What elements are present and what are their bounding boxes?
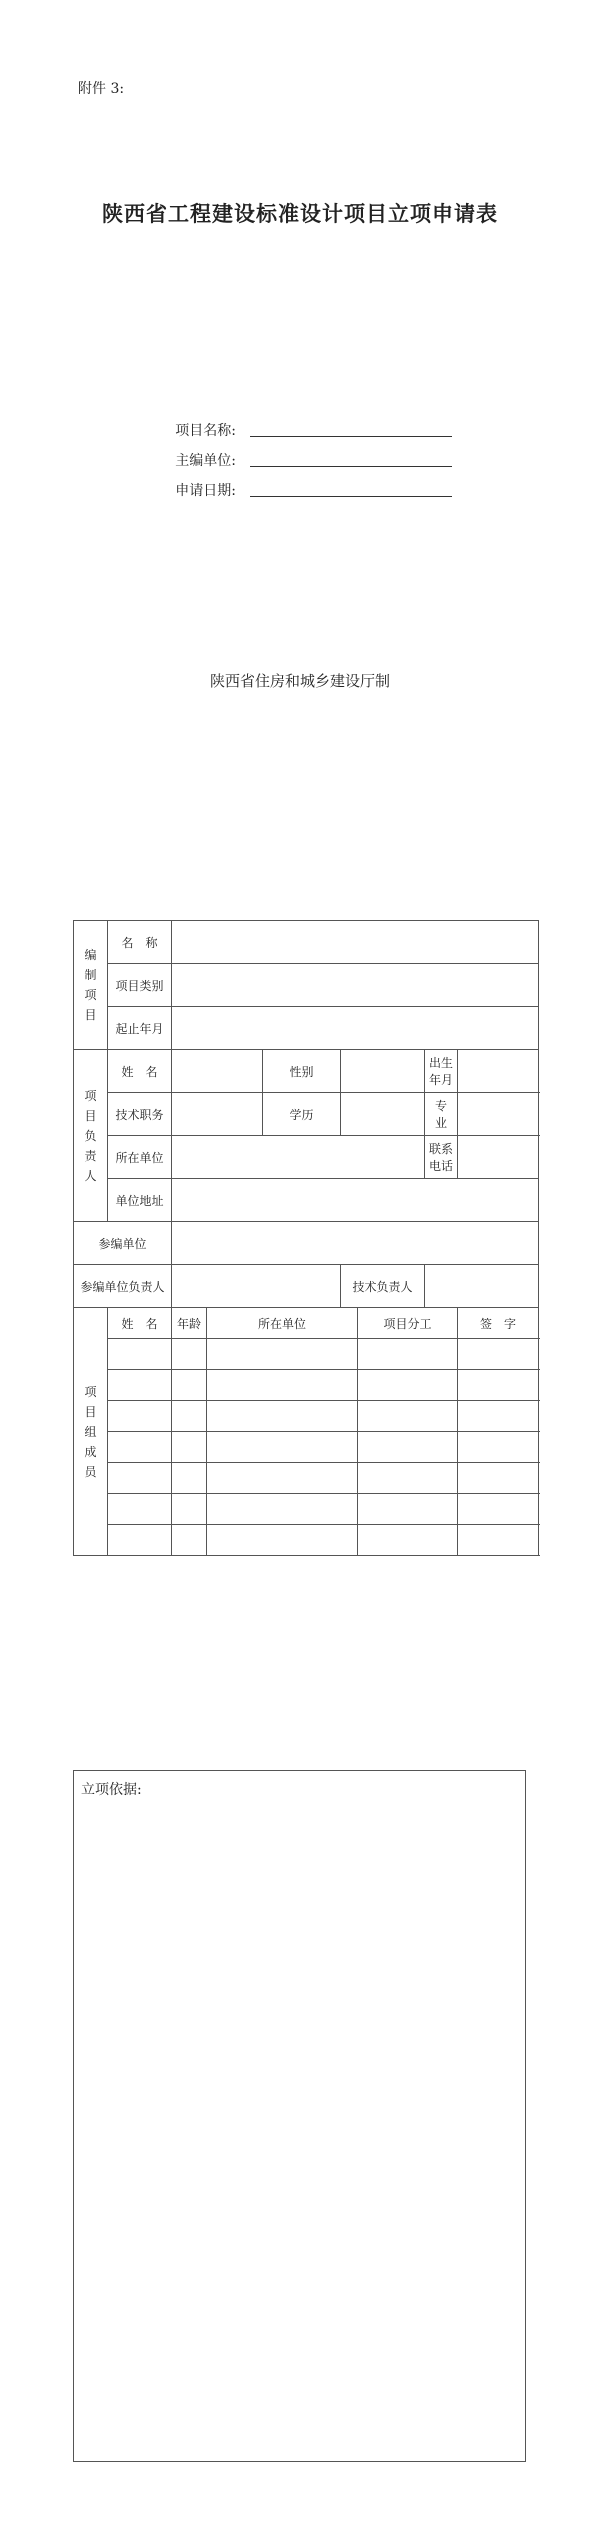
page-title: 陕西省工程建设标准设计项目立项申请表 [102, 201, 498, 226]
member-row [74, 1401, 539, 1432]
apply-date-field [160, 480, 460, 502]
group-fuzeren-label: 项 目 负 责 人 [74, 1050, 108, 1222]
group-members-label: 项 目 组 成 员 [74, 1308, 108, 1556]
basis-label: 立项依据: [81, 1782, 142, 1798]
participating-head-label: 参编单位负责人 [74, 1265, 172, 1308]
application-form-table [73, 920, 539, 1556]
apply-date-line [250, 496, 452, 497]
name-cell[interactable] [172, 921, 539, 964]
attachment-label: 附件 3: [78, 81, 125, 97]
col-role-header: 项目分工 [358, 1308, 458, 1339]
education-label: 学历 [263, 1093, 341, 1136]
leader-name-label: 姓 名 [108, 1050, 172, 1093]
editor-unit-label: 主编单位: [175, 453, 236, 469]
tech-title-cell[interactable] [172, 1093, 263, 1136]
editor-unit-line [250, 466, 452, 467]
member-row [74, 1525, 539, 1556]
unit-cell[interactable] [172, 1136, 425, 1179]
member-row [74, 1494, 539, 1525]
col-age-header: 年龄 [172, 1308, 207, 1339]
participating-unit-cell[interactable] [172, 1222, 539, 1265]
basis-box[interactable] [73, 1770, 526, 2462]
phone-label: 联系电话 [425, 1136, 458, 1179]
major-label: 专 业 [425, 1093, 458, 1136]
address-label: 单位地址 [108, 1179, 172, 1222]
education-cell[interactable] [341, 1093, 425, 1136]
project-name-field [160, 420, 460, 442]
col-name-header: 姓 名 [108, 1308, 172, 1339]
category-label: 项目类别 [108, 964, 172, 1007]
period-cell[interactable] [172, 1007, 539, 1050]
birth-label: 出生年月 [425, 1050, 458, 1093]
category-cell[interactable] [172, 964, 539, 1007]
col-unit-header: 所在单位 [207, 1308, 358, 1339]
phone-cell[interactable] [458, 1136, 539, 1179]
project-name-line [250, 436, 452, 437]
gender-cell[interactable] [341, 1050, 425, 1093]
name-label: 名 称 [108, 921, 172, 964]
period-label: 起止年月 [108, 1007, 172, 1050]
address-cell[interactable] [172, 1179, 539, 1222]
group-bianzhi-label: 编 制 项 目 [74, 921, 108, 1050]
editor-unit-field [160, 450, 460, 472]
unit-label: 所在单位 [108, 1136, 172, 1179]
apply-date-label: 申请日期: [175, 483, 236, 499]
tech-head-label: 技术负责人 [341, 1265, 425, 1308]
participating-unit-label: 参编单位 [74, 1222, 172, 1265]
participating-head-cell[interactable] [172, 1265, 341, 1308]
leader-name-cell[interactable] [172, 1050, 263, 1093]
tech-title-label: 技术职务 [108, 1093, 172, 1136]
gender-label: 性别 [263, 1050, 341, 1093]
member-row [74, 1370, 539, 1401]
member-row [74, 1463, 539, 1494]
project-name-label: 项目名称: [175, 423, 236, 439]
tech-head-cell[interactable] [425, 1265, 539, 1308]
member-row [74, 1432, 539, 1463]
birth-cell[interactable] [458, 1050, 539, 1093]
col-sign-header: 签 字 [458, 1308, 539, 1339]
member-row [74, 1339, 539, 1370]
issuer-text: 陕西省住房和城乡建设厅制 [209, 672, 390, 690]
major-cell[interactable] [458, 1093, 539, 1136]
